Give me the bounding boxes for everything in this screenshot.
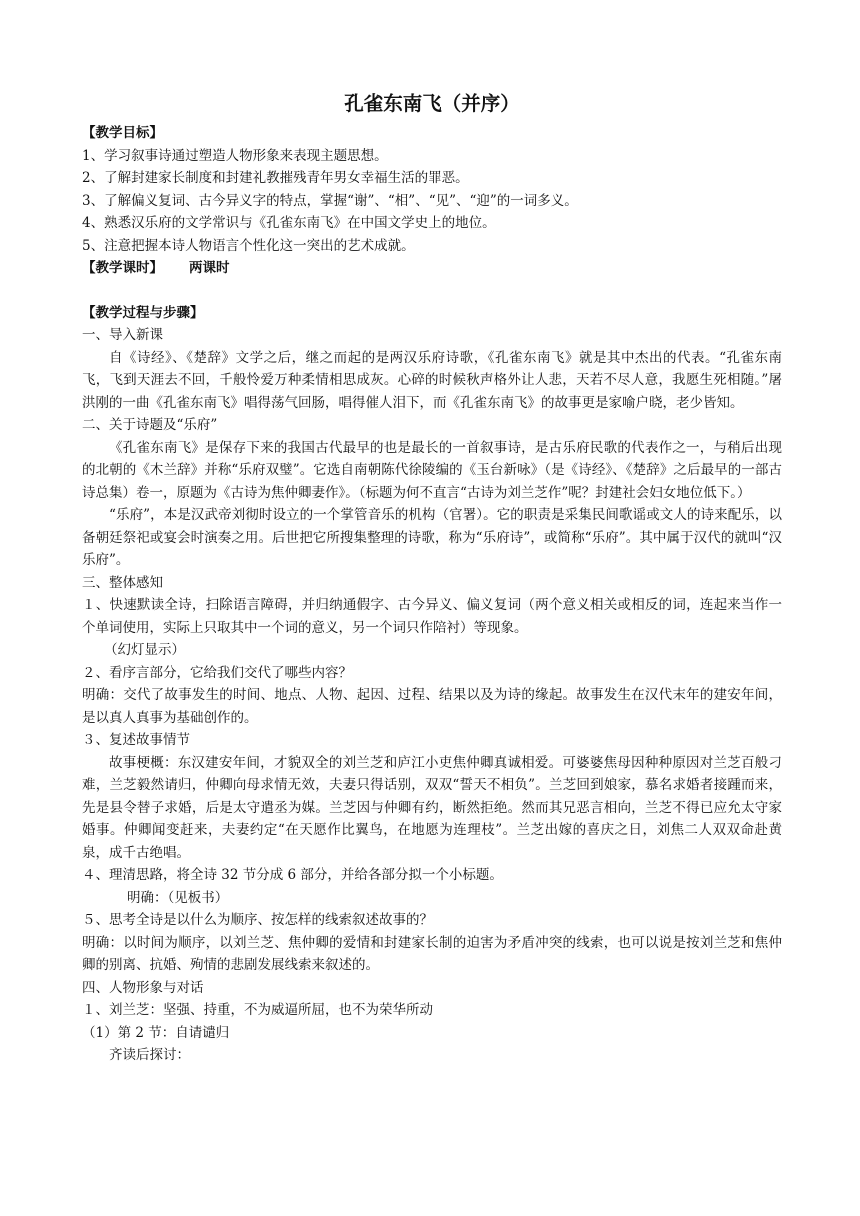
goal-item-4: 4、熟悉汉乐府的文学常识与《孔雀东南飞》在中国文学史上的地位。 bbox=[82, 215, 496, 231]
yuefu-paragraph-1: 《孔雀东南飞》是保存下来的我国古代最早的也是最长的一首叙事诗，是古乐府民歌的代表作之一，与稍后出现的北朝的《木兰辞》并称“乐府双璧”。它选自南朝陈代徐陵编的《玉台新咏》（是《诗经》、《楚辞》之后最早的一部古诗总集）卷一，原题为《古诗为焦仲卿妻作》。（标题为何不直言“古诗为刘兰芝作”呢？封建社会妇女地位低下。） bbox=[82, 439, 782, 501]
section-title-yuefu: 二、关于诗题及“乐府” bbox=[82, 417, 218, 433]
section-title-overview: 三、整体感知 bbox=[82, 574, 163, 591]
document-title: 孔雀东南飞（并序） bbox=[344, 92, 520, 115]
overview-item-2-answer: 明确：交代了故事发生的时间、地点、人物、起因、过程、结果以及为诗的缘起。故事发生在汉代末年的建安年间，是以真人真事为基础创作的。 bbox=[82, 687, 782, 726]
overview-item-5: ５、思考全诗是以什么为顺序、按怎样的线索叙述故事的？ bbox=[82, 912, 433, 928]
hours-label: 【教学课时】 bbox=[82, 260, 163, 276]
section-heading-process: 【教学过程与步骤】 bbox=[82, 304, 204, 321]
overview-item-4: ４、理清思路，将全诗 32 节分成 6 部分，并给各部分拟一个小标题。 bbox=[82, 867, 503, 883]
overview-item-3: ３、复述故事情节 bbox=[82, 732, 190, 748]
overview-item-4-answer: 明确：（见板书） bbox=[127, 889, 229, 906]
section-heading-goals: 【教学目标】 bbox=[82, 125, 163, 141]
story-summary-paragraph: 故事梗概：东汉建安年间，才貌双全的刘兰芝和庐江小吏焦仲卿真诚相爱。可婆婆焦母因种种原因对兰芝百般刁难，兰芝毅然请归，仲卿向母求情无效，夫妻只得话别，双双“誓天不相负”。兰芝回到娘家，慕名求婚者接踵而来，先是县令替子求婚，后是太守遣丞为媒。兰芝因与仲卿有约，断然拒绝。然而其兄恶言相向，兰芝不得已应允太守家婚事。仲卿闻变赶来，夫妻约定“在天愿作比翼鸟，在地愿为连理枝”。兰芝出嫁的喜庆之日，刘焦二人双双命赴黄泉，成千古绝唱。 bbox=[82, 754, 782, 861]
section-heading-hours bbox=[82, 257, 782, 280]
character-item-1-sub-note: 齐读后探讨： bbox=[109, 1047, 190, 1063]
goal-item-1: 1、学习叙事诗通过塑造人物形象来表现主题思想。 bbox=[82, 147, 388, 164]
intro-paragraph: 自《诗经》、《楚辞》文学之后，继之而起的是两汉乐府诗歌，《孔雀东南飞》就是其中杰出的代表。“孔雀东南飞，飞到天涯去不回，千般怜爱万种柔情相思成灰。心碎的时候秋声格外让人悲，天若不尽人意，我愿生死相随。”屠洪刚的一曲《孔雀东南飞》唱得荡气回肠，唱得催人泪下，而《孔雀东南飞》的故事更是家喻户晓，老少皆知。 bbox=[82, 349, 782, 411]
character-item-1-sub: （1）第 2 节：自请谴归 bbox=[82, 1024, 230, 1041]
section-title-characters: 四、人物形象与对话 bbox=[82, 979, 204, 996]
goal-item-3: 3、了解偏义复词、古今异义字的特点，掌握“谢”、“相”、“见”、“迎”的一词多义。 bbox=[82, 192, 578, 209]
section-title-intro: 一、导入新课 bbox=[82, 327, 163, 343]
goal-item-2: 2、了解封建家长制度和封建礼教摧残青年男女幸福生活的罪恶。 bbox=[82, 170, 469, 186]
hours-value: 两课时 bbox=[189, 260, 230, 276]
overview-item-1: １、快速默读全诗，扫除语言障碍，并归纳通假字、古今异义、偏义复词（两个意义相关或相反的词，连起来当作一个单词使用，实际上只取其中一个词的意义，另一个词只作陪衬）等现象。 bbox=[82, 597, 782, 636]
overview-item-2: ２、看序言部分，它给我们交代了哪些内容？ bbox=[82, 664, 352, 681]
goal-item-5: 5、注意把握本诗人物语言个性化这一突出的艺术成就。 bbox=[82, 237, 415, 254]
overview-item-5-answer: 明确：以时间为顺序，以刘兰芝、焦仲卿的爱情和封建家长制的迫害为矛盾冲突的线索，也可以说是按刘兰芝和焦仲卿的别离、抗婚、殉情的悲剧发展线索来叙述的。 bbox=[82, 934, 782, 973]
yuefu-paragraph-2: “乐府”，本是汉武帝刘彻时设立的一个掌管音乐的机构（官署）。它的职责是采集民间歌谣或文人的诗来配乐，以备朝廷祭祀或宴会时演奏之用。后世把它所搜集整理的诗歌，称为“乐府诗”，或简称“乐府”。其中属于汉代的就叫“汉乐府”。 bbox=[82, 507, 782, 568]
document-page bbox=[82, 88, 782, 1067]
overview-item-1-note: （幻灯显示） bbox=[104, 642, 185, 658]
character-item-1: １、刘兰芝：坚强、持重，不为威逼所屈，也不为荣华所动 bbox=[82, 1002, 433, 1018]
